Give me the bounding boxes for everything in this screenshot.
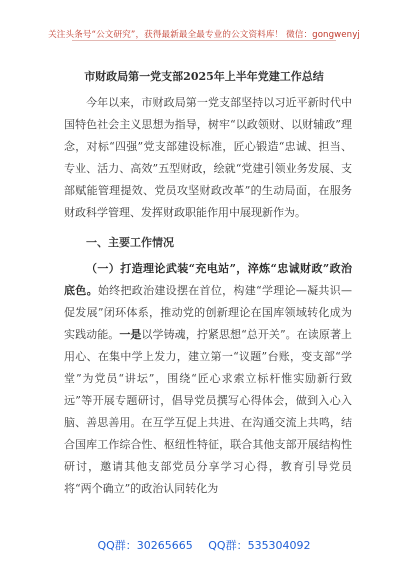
footer-qq-group-2: QQ群：535304092 — [208, 539, 311, 552]
document-body — [64, 92, 352, 500]
subsection-text-1: 始终把政治建设摆在首位，构建“学理论—凝共识—促发展”闭环体系，推动党的创新理论在国库领域转化成为实践动能。 — [64, 284, 353, 341]
subsection-title: （一）打造理论武装“充电站”，淬炼“忠诚财政”政治底色。 — [64, 262, 352, 297]
section-heading: 一、主要工作情况 — [86, 236, 174, 249]
intro-paragraph: 今年以来，市财政局第一党支部坚持以习近平新时代中国特色社会主义思想为指导，树牢“以政领财、以财辅政”理念，对标“四强”党支部建设标准，匠心锻造“忠诚、担当、专业、活力、高效”五型财政，绘就“党建引领业务发展、支部赋能管理提效、党员攻坚财政改革”的生动局面，在服务财政科学管理、发挥财政职能作用中展现新作为。 — [64, 96, 352, 219]
footer-qq-group-1: QQ群：30265665 — [97, 539, 193, 552]
top-banner: 关注头条号“公文研究”，获得最新最全最专业的公文资料库！ 微信：gongwenyj — [48, 30, 360, 40]
subsection-point-marker: 一是 — [119, 328, 142, 341]
document-title: 市财政局第一党支部2025年上半年党建工作总结 — [84, 70, 324, 83]
subsection-text-2: 以学铸魂，拧紧思想“总开关”。在读原著上用心、在集中学上发力，建立第一“议题”台账，变支部“学堂”为党员“讲坛”，围绕“匠心求索立标杆惟实励新行致远”等开展专题研讨，倡导党员撰写心得体会，做到入心入脑、善思善用。在互学互促上共进、在沟通交流上共鸣，结合国库工作综合性、枢纽性特征，联合其他支部开展结构性研讨，邀请其他支部党员分享学习心得，教育引导党员将“两个确立”的政治认同转化为 — [64, 328, 353, 495]
banner-divider — [72, 40, 336, 41]
footer — [0, 537, 408, 553]
subsection-paragraph — [64, 258, 352, 500]
